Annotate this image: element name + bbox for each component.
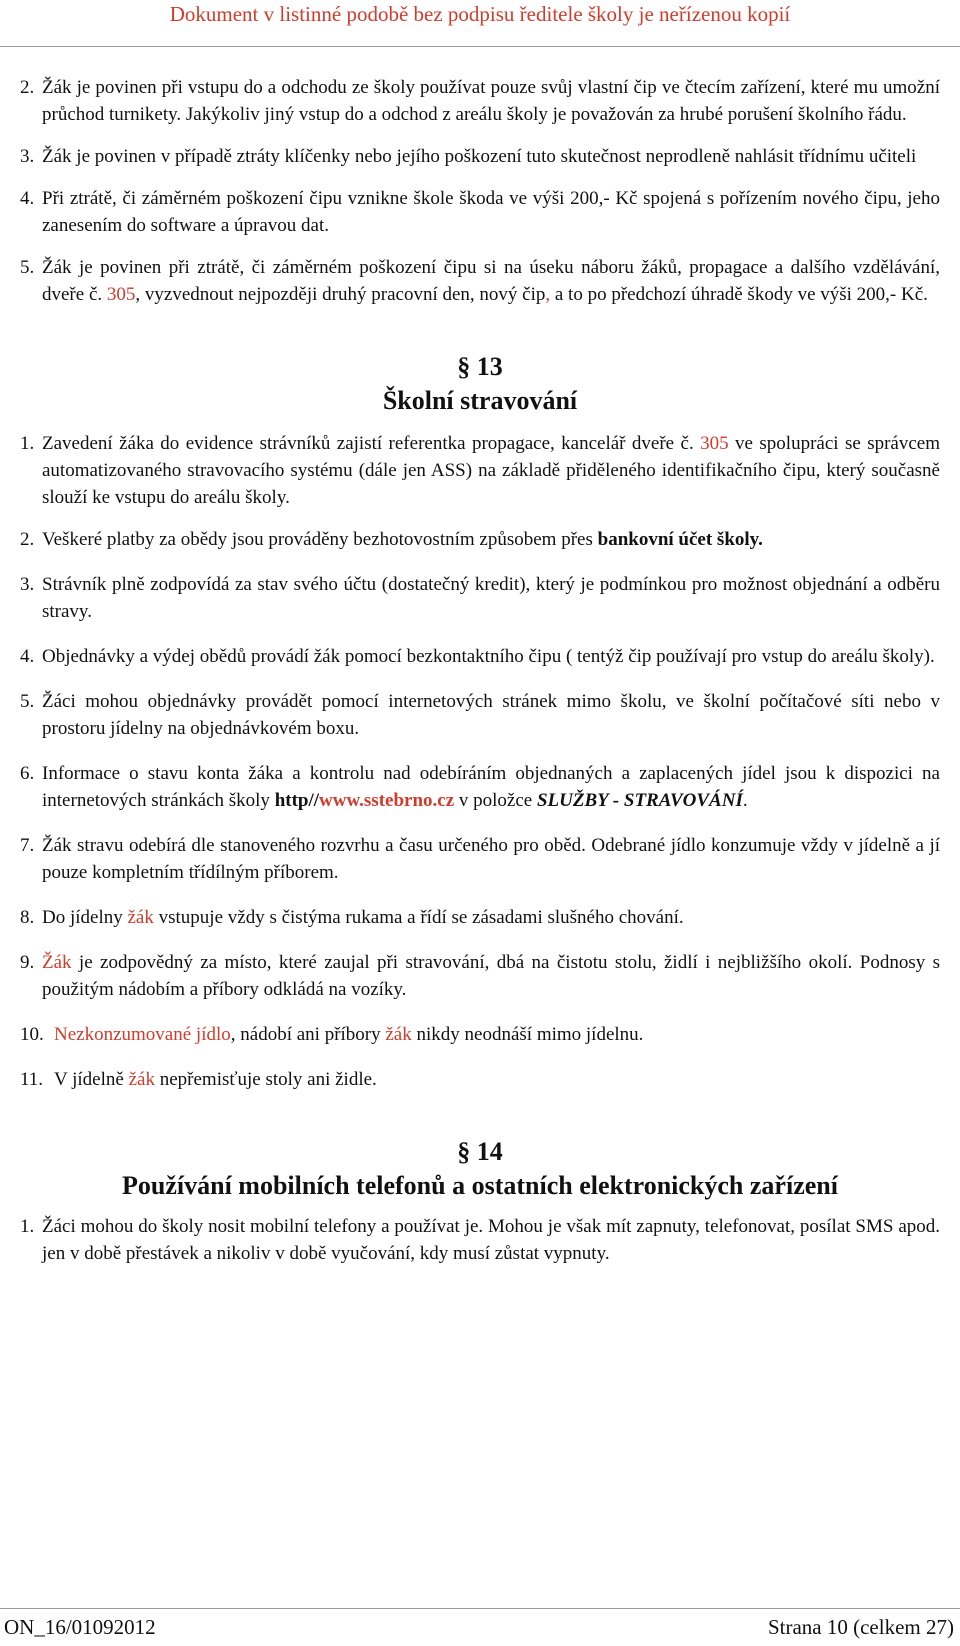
- room-number: 305: [106, 284, 136, 305]
- item-number: 9.: [20, 952, 35, 973]
- item-text: Žák stravu odebírá dle stanoveného rozvrhu a času určeného pro oběd. Odebrané jídlo konzumuje vždy v jídelně a jí pouze kompletním třídílným příborem.: [42, 835, 940, 883]
- item-number: 4.: [20, 646, 35, 667]
- item-text: Žák je povinen při ztrátě, či záměrném poškození čipu si na úseku náboru žáků, propagace a dalšího vzdělávání, dveře č.: [42, 257, 940, 305]
- list-item: [20, 643, 940, 670]
- list-item: [20, 143, 940, 170]
- item-text: je zodpovědný za místo, které zaujal při stravování, dbá na čistotu stolu, židlí i nejbližšího okolí. Podnosy s použitým nádobím a příbory odkládá na vozíky.: [42, 952, 940, 1000]
- highlight-word: žák: [385, 1024, 412, 1045]
- item-text: , vyzvednout nejpozději druhý pracovní den, nový čip: [135, 284, 546, 305]
- list-item: [20, 688, 940, 742]
- item-text: Informace o stavu konta žáka a kontrolu nad odebíráním objednaných a zaplacených jídel jsou k dispozici na internetových stránkách školy: [42, 763, 940, 811]
- item-text: .: [742, 790, 748, 811]
- section-title: Používání mobilních telefonů a ostatních elektronických zařízení: [122, 1171, 838, 1200]
- item-text: Objednávky a výdej obědů provádí žák pomocí bezkontaktního čipu ( tentýž čip používají pro vstup do areálu školy).: [42, 646, 935, 667]
- highlight-comma: ,: [545, 284, 551, 305]
- item-number: 1.: [20, 433, 35, 454]
- item-number: 4.: [20, 188, 35, 209]
- item-number: 6.: [20, 763, 35, 784]
- page-number: Strana 10 (celkem 27): [767, 1615, 954, 1639]
- list-item: [20, 254, 940, 308]
- item-text: Žáci mohou do školy nosit mobilní telefony a používat je. Mohou je však mít zapnuty, telefonovat, posílat SMS apod. jen v době přestávek a nikoliv v době vyučování, kdy musí zůstat vypnuty.: [42, 1216, 940, 1264]
- header-divider: [0, 46, 960, 47]
- item-text: nepřemisťuje stoly ani židle.: [154, 1069, 377, 1090]
- item-number: 3.: [20, 146, 35, 167]
- list-item: [20, 185, 940, 239]
- highlight-phrase: Nezkonzumované jídlo: [54, 1024, 231, 1045]
- footer-divider: [0, 1608, 960, 1609]
- list-item: [20, 571, 940, 625]
- list-item: [20, 1066, 940, 1093]
- item-number: 2.: [20, 529, 35, 550]
- list-item: [20, 1213, 940, 1267]
- item-text: Do jídelny: [42, 907, 128, 928]
- item-number: 8.: [20, 907, 35, 928]
- list-item: [20, 949, 940, 1003]
- list-item: [20, 74, 940, 128]
- item-text: Při ztrátě, či záměrném poškození čipu vznikne škole škoda ve výši 200,- Kč spojená s pořízením nového čipu, jeho zanesením do software a úpravou dat.: [42, 188, 940, 236]
- document-notice: Dokument v listinné podobě bez podpisu ředitele školy je neřízenou kopií: [169, 2, 791, 26]
- item-text: vstupuje vždy s čistýma rukama a řídí se zásadami slušného chování.: [153, 907, 684, 928]
- highlight-word: žák: [127, 907, 154, 928]
- highlight-word: žák: [128, 1069, 155, 1090]
- highlight-word: Žák: [42, 952, 72, 973]
- school-website-link[interactable]: www.sstebrno.cz: [319, 790, 455, 811]
- menu-path: SLUŽBY - STRAVOVÁNÍ: [536, 790, 743, 811]
- item-number: 10.: [20, 1024, 44, 1045]
- document-body: [20, 74, 940, 1282]
- list-item: [20, 430, 940, 511]
- bank-account-text: bankovní účet školy.: [597, 529, 763, 550]
- item-text: Veškeré platby za obědy jsou prováděny bezhotovostním způsobem přes: [42, 529, 598, 550]
- item-text: nikdy neodnáší mimo jídelnu.: [411, 1024, 644, 1045]
- item-text: , nádobí ani příbory: [230, 1024, 386, 1045]
- section-number: § 14: [457, 1137, 503, 1166]
- item-number: 2.: [20, 77, 35, 98]
- document-id: ON_16/01092012: [4, 1615, 156, 1639]
- item-text: Žák je povinen v případě ztráty klíčenky nebo jejího poškození tuto skutečnost neprodleně nahlásit třídnímu učiteli: [42, 146, 917, 167]
- item-text: a to po předchozí úhradě škody ve výši 200,- Kč.: [550, 284, 928, 305]
- section-title: Školní stravování: [382, 386, 578, 415]
- item-number: 1.: [20, 1216, 35, 1237]
- section-14-heading: [20, 1135, 940, 1203]
- list-item: [20, 832, 940, 886]
- item-text: Zavedení žáka do evidence strávníků zajistí referentka propagace, kancelář dveře č.: [42, 433, 701, 454]
- item-text: Žák je povinen při vstupu do a odchodu ze školy používat pouze svůj vlastní čip ve čtecím zařízení, které mu umožní průchod turnikety. Jakýkoliv jiný vstup do a odchod z areálu školy je považován za hrubé porušení školního řádu.: [42, 77, 940, 125]
- item-text: V jídelně: [54, 1069, 129, 1090]
- list-item: [20, 760, 940, 814]
- section-number: § 13: [457, 352, 503, 381]
- item-number: 5.: [20, 257, 35, 278]
- item-text: Žáci mohou objednávky provádět pomocí internetových stránek mimo školu, ve školní počítačové síti nebo v prostoru jídelny na objednávkovém boxu.: [42, 691, 940, 739]
- list-item: [20, 1021, 940, 1048]
- list-item: [20, 904, 940, 931]
- item-number: 7.: [20, 835, 35, 856]
- item-text: v položce: [454, 790, 537, 811]
- item-number: 11.: [20, 1069, 44, 1090]
- list-item: [20, 526, 940, 553]
- item-number: 3.: [20, 574, 35, 595]
- item-text: Strávník plně zodpovídá za stav svého účtu (dostatečný kredit), který je podmínkou pro možnost objednání a odběru stravy.: [42, 574, 940, 622]
- url-prefix: http//: [274, 790, 320, 811]
- room-number: 305: [700, 433, 729, 454]
- section-13-heading: [20, 350, 940, 418]
- item-text: ve spolupráci se správcem automatizovaného stravovacího systému (dále jen ASS) na základě přiděleného identifikačního čipu, který současně slouží ke vstupu do areálu školy.: [42, 433, 940, 508]
- item-number: 5.: [20, 691, 35, 712]
